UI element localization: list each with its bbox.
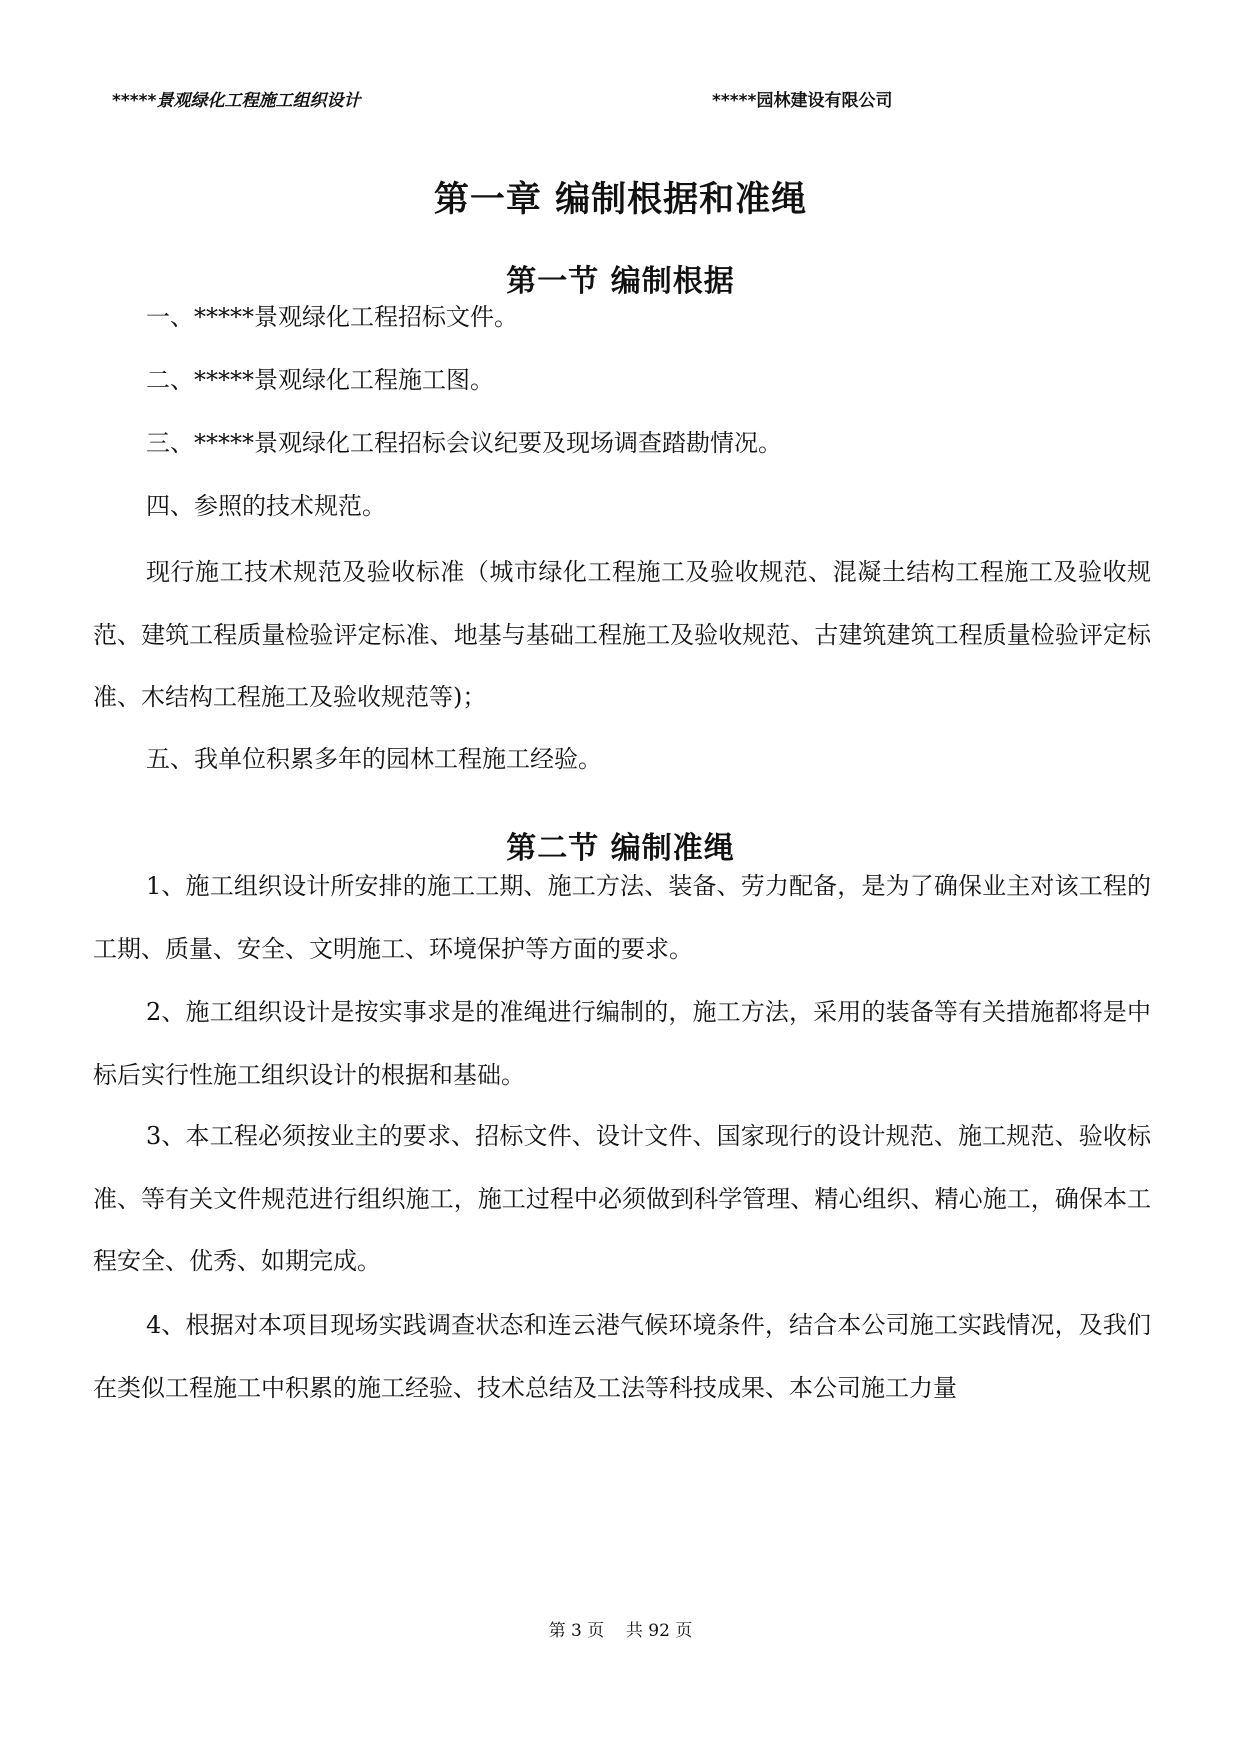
section2-item-4: 4、根据对本项目现场实践调查状态和连云港气候环境条件，结合本公司施工实践情况，及我们在类似工程施工中积累的施工经验、技术总结及工法等科技成果、本公司施工力量 [93, 1311, 1151, 1402]
page-number-footer: 第 3 页 共 92 页 [548, 1621, 693, 1641]
section1-item-3: 三、*****景观绿化工程招标会议纪要及现场调查踏勘情况。 [146, 429, 782, 457]
section1-item-2: 二、*****景观绿化工程施工图。 [146, 366, 494, 394]
section-title-2: 第二节 编制准绳 [506, 831, 735, 866]
section2-item-3: 3、本工程必须按业主的要求、招标文件、设计文件、国家现行的设计规范、施工规范、验收标准、等有关文件规范进行组织施工，施工过程中必须做到科学管理、精心组织、精心施工，确保本工程安全、优秀、如期完成。 [93, 1122, 1151, 1275]
header-company-name: *****园林建设有限公司 [712, 91, 893, 111]
section1-item-1: 一、*****景观绿化工程招标文件。 [146, 303, 518, 331]
section2-item-1: 1、施工组织设计所安排的施工工期、施工方法、装备、劳力配备，是为了确保业主对该工程的工期、质量、安全、文明施工、环境保护等方面的要求。 [93, 872, 1151, 963]
header-document-title: *****景观绿化工程施工组织设计 [112, 91, 361, 111]
section1-item-4: 四、参照的技术规范。 [146, 492, 386, 520]
section1-item-5: 五、我单位积累多年的园林工程施工经验。 [146, 745, 602, 773]
section1-item-standards: 现行施工技术规范及验收标准（城市绿化工程施工及验收规范、混凝土结构工程施工及验收规范、建筑工程质量检验评定标准、地基与基础工程施工及验收规范、古建筑建筑工程质量检验评定标准、木结构工程施工及验收规范等)； [93, 558, 1151, 711]
chapter-title: 第一章 编制根据和准绳 [433, 180, 808, 220]
section2-item-2: 2、施工组织设计是按实事求是的准绳进行编制的，施工方法，采用的装备等有关措施都将是中标后实行性施工组织设计的根据和基础。 [93, 998, 1151, 1089]
section-title-1: 第一节 编制根据 [506, 264, 735, 299]
